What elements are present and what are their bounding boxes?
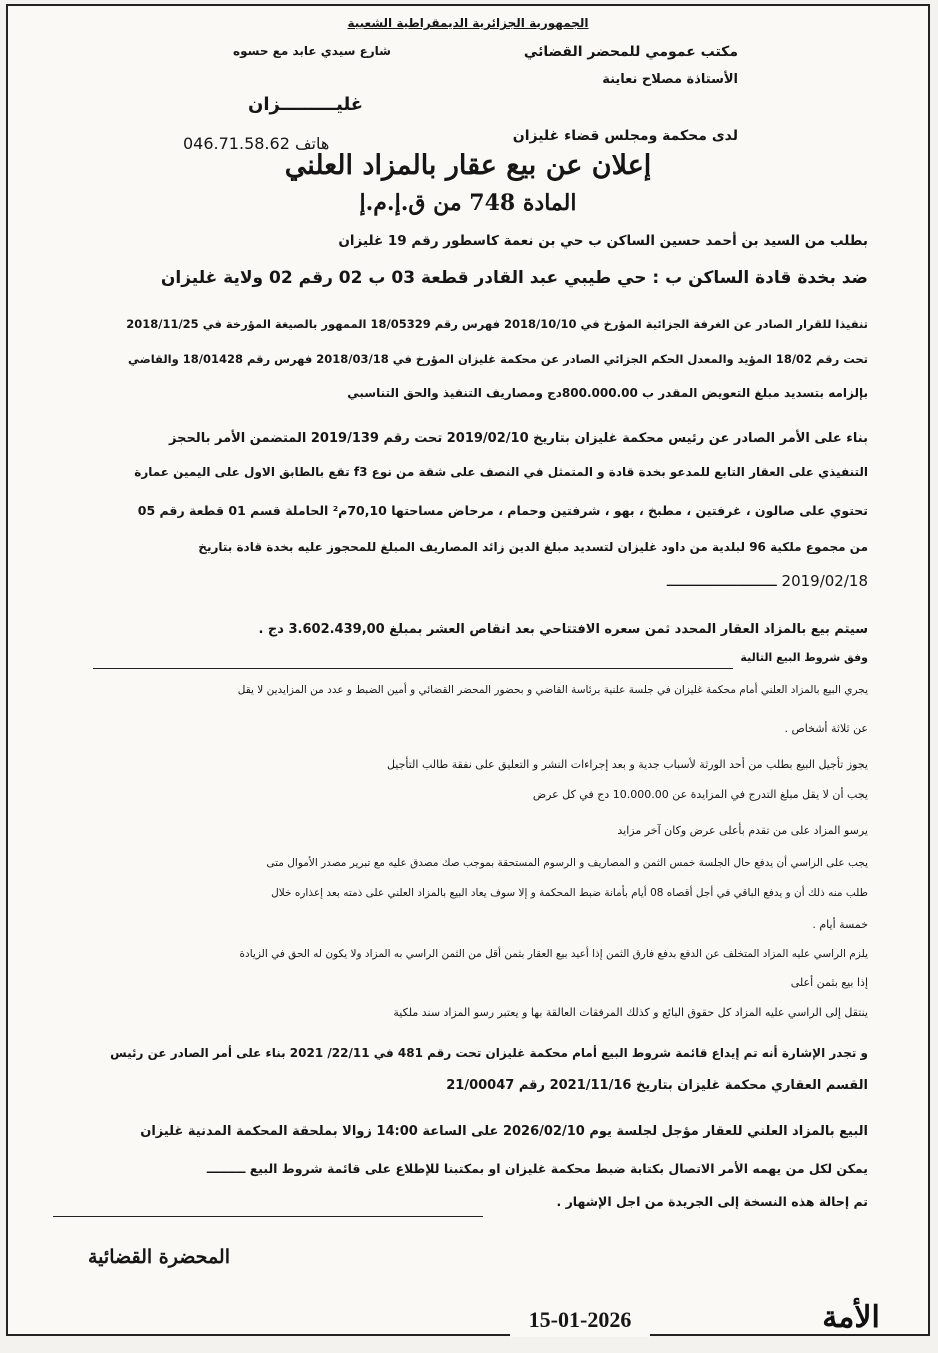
body-line: يرسو المزاد على من تقدم بأعلى عرض وكان آخر مزايد [617, 824, 868, 837]
body-line: سيتم بيع بالمزاد العقار المحدد ثمن سعره الافتتاحي بعد انقاص العشر بمبلغ 3.602.439,00 دج . [258, 622, 868, 637]
body-line: تنفيذا للقرار الصادر عن الغرفة الجزائية المؤرخ في 2018/10/10 فهرس رقم 18/05329 الممهور بالصيغة المؤرخة في 2018/11/25 [126, 317, 868, 331]
body-line: خمسة أيام . [812, 918, 868, 931]
body-line: بطلب من السيد بن أحمد حسين الساكن ب حي بن نعمة كاسطور رقم 19 غليزان [338, 233, 868, 249]
body-line: تم إحالة هذه النسخة إلى الجريدة من اجل الإشهار . [556, 1194, 868, 1209]
body-line: بإلزامه بتسديد مبلغ التعويض المقدر ب 800.000.00دج ومصاريف التنفيذ والحق التناسبي [347, 386, 868, 400]
body-line: تحتوي على صالون ، غرفتين ، مطبخ ، بهو ، شرفتين وحمام ، مرحاض مساحتها 70,10م² الحاملة قسم 01 قطعة رقم 05 [137, 503, 868, 518]
body-line: التنفيذي على العقار التابع للمدعو بخدة قادة و المتمثل في النصف على شقة من نوع f3 تقع بالطابق الاول على اليمين عمارة [134, 465, 868, 479]
body-line: إذا بيع بثمن أعلى [790, 976, 868, 989]
body-line: وفق شروط البيع التالية [740, 651, 868, 664]
body-line: من مجموع ملكية 96 لبلدية من داود غليزان لتسديد مبلغ الدين زائد المصاريف المبلغ للمحجوز عليه بخدة قادة بتاريخ [198, 540, 868, 554]
notice-title: إعلان عن بيع عقار بالمزاد العلني [284, 150, 652, 181]
body-line: يمكن لكل من يهمه الأمر الاتصال بكتابة ضبط محكمة غليزان او بمكتبنا للإطلاع على قائمة شروط البيع ـــــــــ [206, 1161, 868, 1176]
body-line: 2019/02/18 ـــــــــــــــــــــــــ [666, 572, 868, 590]
body-line: يجوز تأجيل البيع بطلب من أحد الورثة لأسباب جدية و بعد إجراءات النشر و التعليق على نفقة طالب التأجيل [386, 758, 868, 771]
body-line: تحت رقم 18/02 المؤيد والمعدل الحكم الجزائي الصادر عن محكمة غليزان المؤرخ في 2018/03/18 فهرس رقم 18/01428 والقاضي [127, 352, 868, 366]
city: غليـــــــــزان [248, 94, 364, 115]
phone: هاتف 046.71.58.62 [183, 134, 330, 153]
body-line: القسم العقاري محكمة غليزان بتاريخ 2021/11/16 رقم 21/00047 [446, 1078, 868, 1093]
body-line: ضد بخدة قادة الساكن ب : حي طيبي عبد القادر قطعة 03 ب 02 رقم 02 ولاية غليزان [160, 268, 868, 288]
legal-notice [6, 4, 930, 1336]
office-name: مكتب عمومي للمحضر القضائي [523, 44, 738, 60]
body-line: يجري البيع بالمزاد العلني أمام محكمة غليزان في جلسة علنية برئاسة القاضي و بحضور المحضر القضائي و أمين الضبط و عدد من المزايدين لا يقل [237, 684, 868, 696]
body-line: يجب على الراسي أن يدفع حال الجلسة خمس الثمن و المصاريف و الرسوم المستحقة بموجب صك مصدق عليه مع تبرير مصدر الأموال متى [266, 857, 868, 869]
signature: المحضرة القضائية [88, 1246, 230, 1268]
court-name: لدى محكمة ومجلس قضاء غليزان [512, 128, 738, 144]
newspaper-logo: الأمة [822, 1300, 880, 1335]
street-address: شارع سيدي عابد مع حسوه [233, 44, 391, 58]
body-line: عن ثلاثة أشخاص . [784, 722, 868, 735]
body-line: ينتقل إلى الراسي عليه المزاد كل حقوق البائع و كذلك المرفقات العالقة بها و يعتبر رسو المزاد سند ملكية [393, 1006, 868, 1019]
bailiff-name: الأستاذة مصلاح نعاينة [602, 72, 738, 87]
body-line: البيع بالمزاد العلني للعقار مؤجل لجلسة يوم 2026/02/10 على الساعة 14:00 زوالا بملحقة المحكمة المدنية غليزان [140, 1124, 868, 1139]
body-line: بناء على الأمر الصادر عن رئيس محكمة غليزان بتاريخ 2019/02/10 تحت رقم 2019/139 المتضمن الأمر بالحجز [168, 431, 868, 446]
body-line: طلب منه ذلك أن و يدفع الباقي في أجل أقصاه 08 أيام بأمانة ضبط المحكمة و إلا سوف يعاد البيع بالمزاد العلني على ذمته بعد إعذاره خلال [271, 887, 868, 899]
article-reference: المادة 748 من ق.إ.م.إ [359, 190, 577, 216]
republic-heading: الجمهورية الجزائرية الديمقراطية الشعبية [347, 16, 589, 30]
publication-date: 15-01-2026 [510, 1303, 650, 1337]
body-line: و تجدر الإشارة أنه تم إيداع قائمة شروط البيع أمام محكمة غليزان تحت رقم 481 في 22/11/ 2021 بناء على أمر الصادر عن رئيس [110, 1046, 868, 1060]
body-line: يجب أن لا يقل مبلغ التدرج في المزايدة عن 10.000.00 دج في كل عرض [532, 788, 868, 801]
body-line: يلزم الراسي عليه المزاد المتخلف عن الدفع بدفع فارق الثمن إذا أعيد بيع العقار بثمن أقل من الثمن الراسي به المزاد ولا يكون له الحق في الزيادة [239, 948, 868, 960]
